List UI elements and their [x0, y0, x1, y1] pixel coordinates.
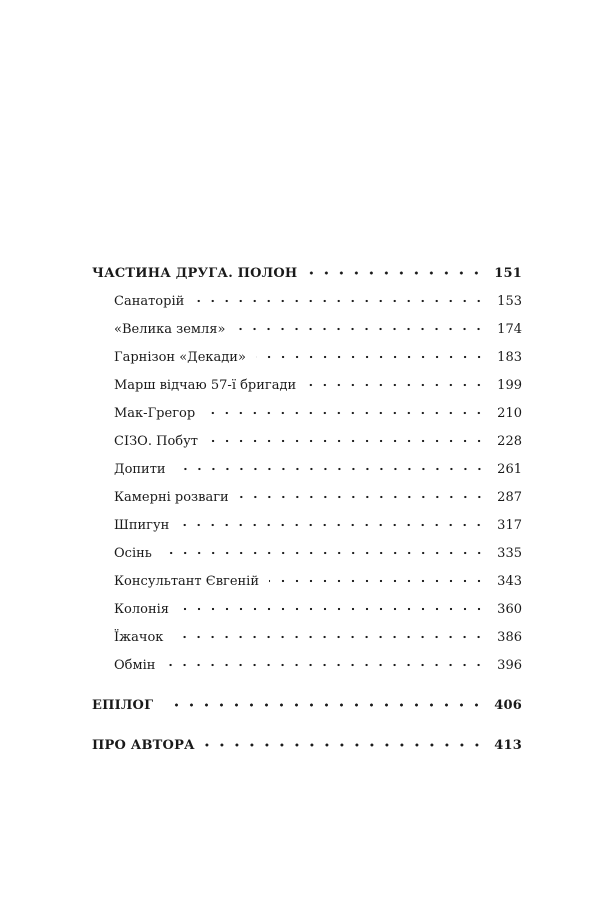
toc-page-number: 386 — [497, 630, 522, 645]
toc-page-number: 287 — [497, 490, 522, 505]
toc-page-number: 335 — [497, 546, 522, 561]
toc-entry-epilogue — [92, 696, 522, 724]
toc-entry-label: ЕПІЛОГ — [92, 698, 154, 713]
toc-entry — [92, 600, 522, 628]
toc-entry — [92, 656, 522, 684]
toc-entry — [92, 348, 522, 376]
toc-page-number: 317 — [497, 518, 522, 533]
toc-page-number: 413 — [494, 738, 522, 753]
toc-entry-label: Осінь — [114, 546, 152, 561]
toc-entry — [92, 572, 522, 600]
dot-leader — [307, 266, 484, 279]
toc-entry-label: Гарнізон «Декади» — [114, 350, 246, 365]
toc-entry-label: СІЗО. Побут — [114, 434, 198, 449]
toc-page-number: 199 — [497, 378, 522, 393]
dot-leader — [173, 630, 486, 643]
toc-entry-label: «Велика земля» — [114, 322, 226, 337]
table-of-contents — [92, 264, 522, 764]
dot-leader — [194, 294, 486, 307]
toc-page-number: 153 — [497, 294, 522, 309]
toc-page-number: 396 — [497, 658, 522, 673]
toc-entry — [92, 544, 522, 572]
toc-page-number: 261 — [497, 462, 522, 477]
dot-leader — [205, 738, 484, 751]
toc-entry-about-author — [92, 736, 522, 764]
toc-entry — [92, 516, 522, 544]
dot-leader — [165, 658, 486, 671]
toc-entry-label: Консультант Євгеній — [114, 574, 260, 589]
toc-entry — [92, 404, 522, 432]
toc-entry — [92, 628, 522, 656]
toc-entry-label: Обмін — [114, 658, 156, 673]
toc-page-number: 228 — [497, 434, 522, 449]
toc-page-number: 360 — [497, 602, 522, 617]
dot-leader — [162, 546, 486, 559]
dot-leader — [179, 518, 486, 531]
toc-entry — [92, 320, 522, 348]
toc-entry — [92, 488, 522, 516]
toc-page-number: 406 — [494, 698, 522, 713]
toc-page-number: 151 — [494, 266, 522, 281]
toc-entry-label: Колонія — [114, 602, 169, 617]
dot-leader — [176, 462, 486, 475]
toc-page-number: 343 — [497, 574, 522, 589]
toc-page-number: 210 — [497, 406, 522, 421]
toc-entry-label: ЧАСТИНА ДРУГА. ПОЛОН — [92, 266, 298, 281]
dot-leader — [269, 574, 486, 587]
toc-entry-label: Камерні розваги — [114, 490, 229, 505]
dot-leader — [179, 602, 486, 615]
toc-entry-label: Марш відчаю 57-ї бригади — [114, 378, 297, 393]
toc-entry — [92, 292, 522, 320]
toc-entry-label: Їжачок — [114, 630, 164, 645]
toc-page-number: 183 — [497, 350, 522, 365]
toc-entry — [92, 432, 522, 460]
dot-leader — [163, 698, 484, 711]
toc-entry-label: Санаторій — [114, 294, 185, 309]
dot-leader — [306, 378, 486, 391]
dot-leader — [235, 322, 486, 335]
dot-leader — [239, 490, 486, 503]
toc-page-number: 174 — [497, 322, 522, 337]
toc-entry — [92, 376, 522, 404]
dot-leader — [208, 434, 486, 447]
toc-entry — [92, 460, 522, 488]
dot-leader — [205, 406, 486, 419]
toc-entry-label: Мак-Грегор — [114, 406, 196, 421]
toc-entry-part-two — [92, 264, 522, 292]
toc-entry-label: Шпигун — [114, 518, 170, 533]
toc-entry-label: Допити — [114, 462, 166, 477]
toc-entry-label: ПРО АВТОРА — [92, 738, 195, 753]
dot-leader — [256, 350, 486, 363]
